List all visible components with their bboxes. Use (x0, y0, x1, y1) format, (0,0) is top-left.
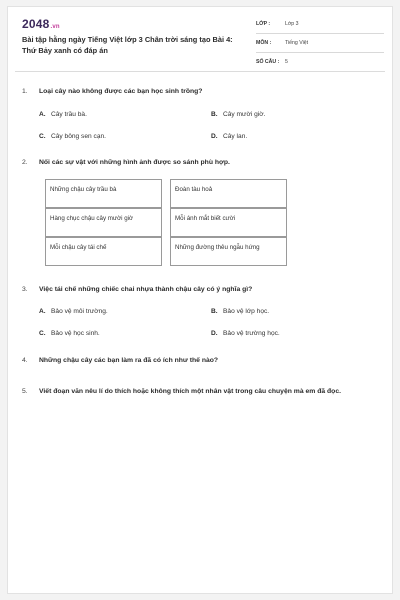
option-1c[interactable] (39, 133, 106, 140)
option-3c[interactable] (39, 330, 100, 337)
option-1a[interactable] (39, 111, 87, 118)
option-text: Cây trầu bà. (51, 111, 87, 118)
question-number: 4. (22, 357, 28, 364)
site-logo[interactable] (22, 17, 60, 31)
worksheet-page (7, 6, 393, 594)
option-letter: C. (39, 330, 46, 337)
match-left-item[interactable]: Mỗi chậu cây tái chế (45, 237, 162, 266)
option-3a[interactable] (39, 308, 108, 315)
question-4 (22, 357, 218, 364)
logo-text: 2048 (22, 17, 50, 31)
match-right-item[interactable]: Những đường thêu ngẫu hứng (170, 237, 287, 266)
option-text: Bảo vệ lớp học. (223, 308, 270, 315)
option-text: Bảo vệ trường học. (223, 330, 280, 337)
question-number: 5. (22, 388, 28, 395)
question-number: 1. (22, 88, 28, 95)
option-letter: A. (39, 308, 46, 315)
question-5 (22, 388, 341, 395)
question-text: Nối các sự vật với những hình ảnh được so sánh phù hợp. (39, 159, 230, 166)
option-letter: D. (211, 330, 218, 337)
question-number: 3. (22, 286, 28, 293)
meta-row-count (256, 55, 384, 72)
option-letter: C. (39, 133, 46, 140)
option-letter: D. (211, 133, 218, 140)
matching-table (45, 179, 287, 266)
meta-value: 5 (285, 59, 288, 65)
worksheet-title: Bài tập hằng ngày Tiếng Việt lớp 3 Chân trời sáng tạo Bài 4: Thứ Bảy xanh có đáp án (22, 35, 233, 55)
meta-label: LỚP : (256, 21, 271, 27)
meta-label: SỐ CÂU : (256, 59, 280, 65)
question-number: 2. (22, 159, 28, 166)
option-text: Cây bông sen cạn. (51, 133, 106, 140)
header-divider (15, 71, 385, 72)
match-left-item[interactable]: Hàng chục chậu cây mười giờ (45, 208, 162, 237)
option-letter: B. (211, 111, 218, 118)
question-text: Viết đoạn văn nêu lí do thích hoặc không thích một nhân vật trong câu chuyện mà em đã đọc. (39, 388, 341, 395)
meta-row-subject (256, 36, 384, 53)
match-right-item[interactable]: Đoàn tàu hoả (170, 179, 287, 208)
option-text: Bảo vệ học sinh. (51, 330, 100, 337)
option-text: Cây lan. (223, 133, 248, 140)
meta-label: MÔN : (256, 40, 272, 46)
question-2 (22, 159, 230, 166)
option-text: Cây mười giờ. (223, 111, 266, 118)
meta-value: Tiếng Việt (285, 40, 309, 46)
option-1d[interactable] (211, 133, 247, 140)
question-text: Những chậu cây các bạn làm ra đã có ích như thế nào? (39, 357, 219, 364)
option-3b[interactable] (211, 308, 269, 315)
match-right-item[interactable]: Mỗi ánh mắt biết cười (170, 208, 287, 237)
meta-info (256, 17, 384, 74)
option-text: Bảo vệ môi trường. (51, 308, 108, 315)
question-text: Loại cây nào không được các bạn học sinh trồng? (39, 88, 203, 95)
option-1b[interactable] (211, 111, 265, 118)
meta-row-class (256, 17, 384, 34)
meta-value: Lớp 3 (285, 21, 299, 27)
option-3d[interactable] (211, 330, 280, 337)
option-letter: B. (211, 308, 218, 315)
question-text: Việc tái chế những chiếc chai nhựa thành chậu cây có ý nghĩa gì? (39, 286, 253, 293)
match-left-item[interactable]: Những chậu cây trầu bà (45, 179, 162, 208)
logo-suffix: .vn (50, 24, 60, 30)
question-1 (22, 88, 202, 95)
question-3 (22, 286, 252, 293)
option-letter: A. (39, 111, 46, 118)
